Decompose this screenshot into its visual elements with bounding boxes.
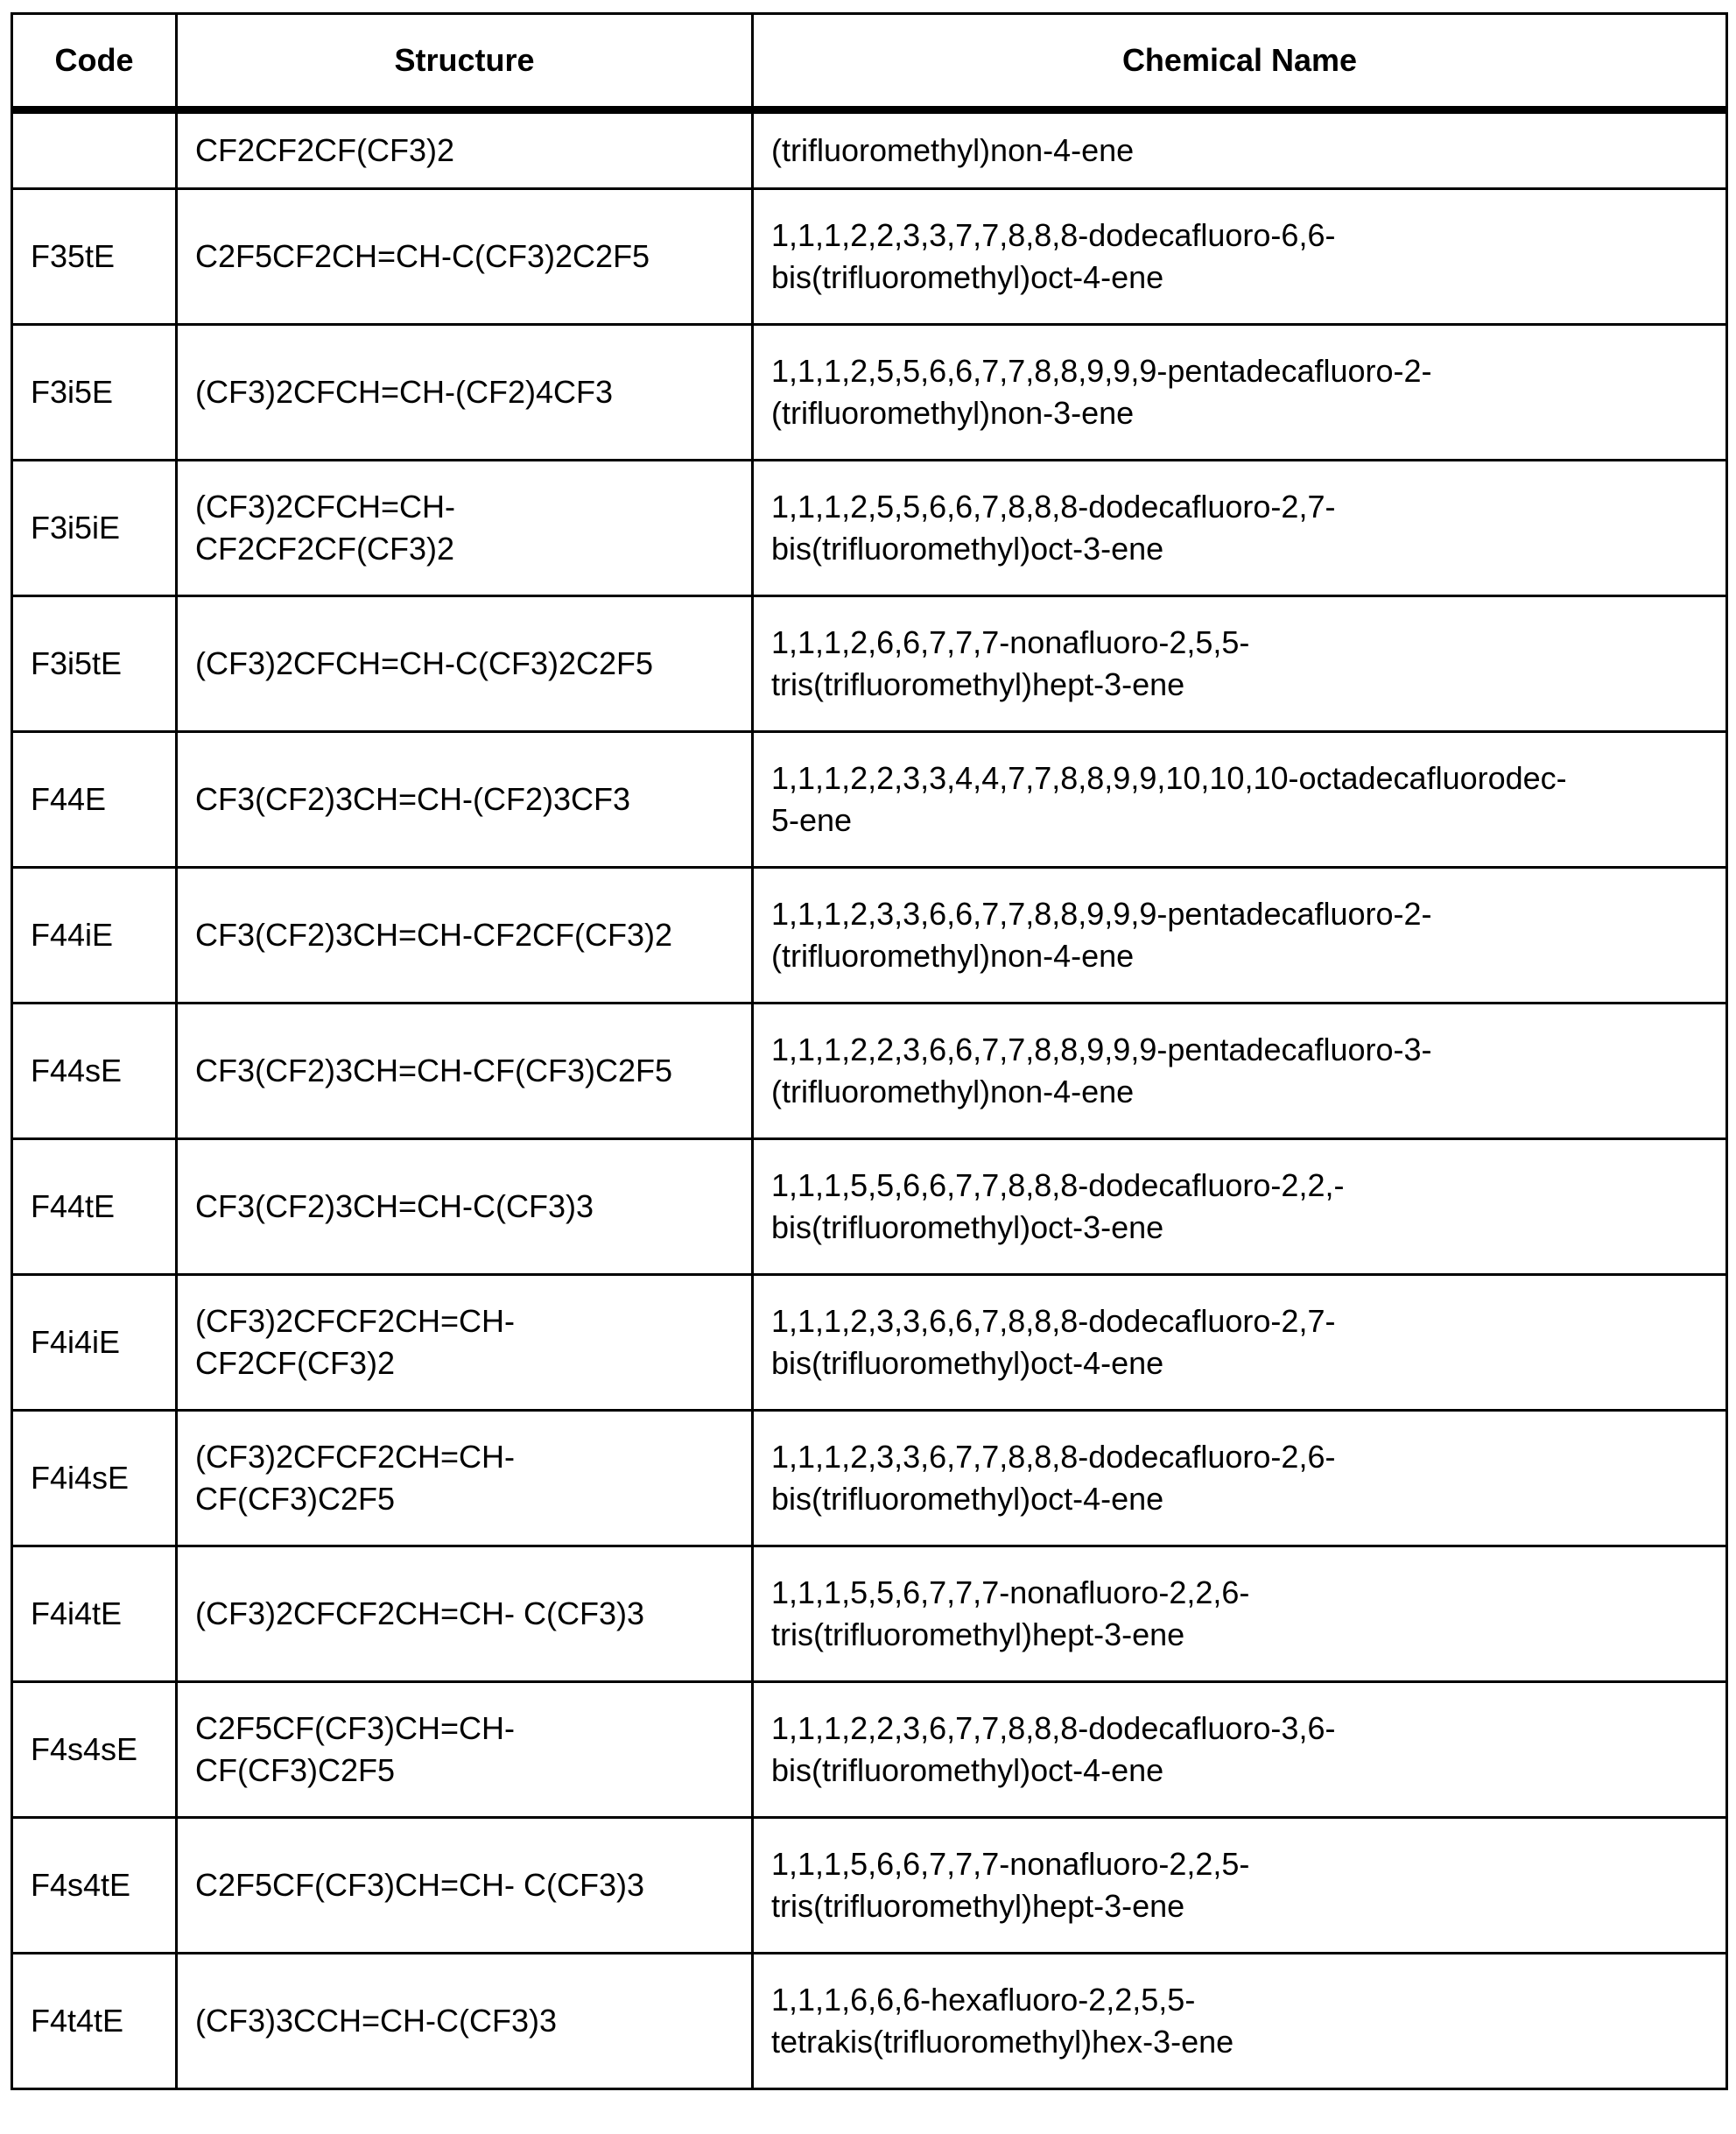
code-cell: F4i4iE (12, 1275, 177, 1411)
structure-formula: CF3(CF2)3CH=CH-CF(CF3)C2F5 (195, 1050, 751, 1092)
chemical-name-cell (753, 1682, 1727, 1818)
table-body (12, 110, 1727, 2089)
chemical-name-line: bis(trifluoromethyl)oct-4-ene (771, 1478, 1725, 1520)
structure-formula: (CF3)2CFCH=CH- (195, 486, 751, 528)
code-cell: F4s4sE (12, 1682, 177, 1818)
chemical-name-line: tris(trifluoromethyl)hept-3-ene (771, 1614, 1725, 1656)
chemical-name-line: 1,1,1,2,3,3,6,6,7,8,8,8-dodecafluoro-2,7- (771, 1300, 1725, 1342)
code-cell: F44E (12, 732, 177, 868)
table-row (12, 1818, 1727, 1954)
structure-cell (177, 1004, 753, 1139)
code-cell: F44iE (12, 868, 177, 1004)
chemical-name-line: tris(trifluoromethyl)hept-3-ene (771, 1885, 1725, 1927)
code-cell: F4t4tE (12, 1954, 177, 2089)
table-row (12, 110, 1727, 189)
chemical-name-line: 1,1,1,2,5,5,6,6,7,7,8,8,9,9,9-pentadecafluoro-2- (771, 350, 1725, 392)
chemical-name-cell (753, 1139, 1727, 1275)
structure-cell (177, 868, 753, 1004)
structure-cell (177, 1546, 753, 1682)
structure-formula: (CF3)2CFCH=CH-(CF2)4CF3 (195, 371, 751, 413)
header-code: Code (12, 14, 177, 110)
table-row (12, 1682, 1727, 1818)
chemical-name-line: (trifluoromethyl)non-4-ene (771, 935, 1725, 977)
table-row (12, 461, 1727, 596)
code-cell: F4s4tE (12, 1818, 177, 1954)
chemical-name-line: (trifluoromethyl)non-4-ene (771, 130, 1725, 172)
structure-formula: CF2CF2CF(CF3)2 (195, 528, 751, 570)
chemical-name-line: bis(trifluoromethyl)oct-3-ene (771, 528, 1725, 570)
structure-cell (177, 110, 753, 189)
structure-cell (177, 1275, 753, 1411)
code-cell: F44tE (12, 1139, 177, 1275)
chemical-name-cell (753, 1818, 1727, 1954)
compound-table (11, 12, 1728, 2090)
structure-formula: C2F5CF(CF3)CH=CH- (195, 1708, 751, 1750)
structure-formula: CF(CF3)C2F5 (195, 1750, 751, 1792)
table-row (12, 1411, 1727, 1546)
structure-formula: (CF3)2CFCF2CH=CH- (195, 1436, 751, 1478)
chemical-name-line: 1,1,1,2,5,5,6,6,7,8,8,8-dodecafluoro-2,7- (771, 486, 1725, 528)
structure-formula: (CF3)2CFCF2CH=CH- (195, 1300, 751, 1342)
chemical-name-cell (753, 1275, 1727, 1411)
chemical-name-line: 1,1,1,2,2,3,6,6,7,7,8,8,9,9,9-pentadecafluoro-3- (771, 1029, 1725, 1071)
code-cell: F4i4sE (12, 1411, 177, 1546)
structure-formula: C2F5CF2CH=CH-C(CF3)2C2F5 (195, 236, 751, 278)
table-row (12, 1139, 1727, 1275)
structure-formula: CF3(CF2)3CH=CH-(CF2)3CF3 (195, 778, 751, 820)
structure-formula: (CF3)2CFCH=CH-C(CF3)2C2F5 (195, 643, 751, 685)
chemical-name-line: 1,1,1,5,6,6,7,7,7-nonafluoro-2,2,5- (771, 1843, 1725, 1885)
table-row (12, 596, 1727, 732)
table-row (12, 1546, 1727, 1682)
chemical-name-line: 1,1,1,5,5,6,6,7,7,8,8,8-dodecafluoro-2,2,- (771, 1165, 1725, 1207)
chemical-name-line: 1,1,1,2,2,3,3,4,4,7,7,8,8,9,9,10,10,10-octadecafluorodec- (771, 757, 1725, 799)
chemical-name-cell (753, 1546, 1727, 1682)
table-row (12, 868, 1727, 1004)
chemical-name-line: 1,1,1,2,2,3,6,7,7,8,8,8-dodecafluoro-3,6- (771, 1708, 1725, 1750)
table-row (12, 189, 1727, 325)
chemical-name-cell (753, 732, 1727, 868)
structure-cell (177, 596, 753, 732)
table-row (12, 325, 1727, 461)
chemical-name-cell (753, 325, 1727, 461)
table-row (12, 1954, 1727, 2089)
chemical-name-line: 1,1,1,2,3,3,6,7,7,8,8,8-dodecafluoro-2,6- (771, 1436, 1725, 1478)
chemical-name-cell (753, 1004, 1727, 1139)
structure-formula: CF3(CF2)3CH=CH-C(CF3)3 (195, 1186, 751, 1228)
code-cell: F35tE (12, 189, 177, 325)
structure-cell (177, 1954, 753, 2089)
chemical-name-cell (753, 596, 1727, 732)
structure-cell (177, 1411, 753, 1546)
chemical-name-cell (753, 189, 1727, 325)
chemical-name-cell (753, 1954, 1727, 2089)
code-cell (12, 110, 177, 189)
structure-formula: C2F5CF(CF3)CH=CH- C(CF3)3 (195, 1864, 751, 1906)
chemical-name-line: 1,1,1,2,2,3,3,7,7,8,8,8-dodecafluoro-6,6- (771, 215, 1725, 257)
table-row (12, 1275, 1727, 1411)
chemical-name-cell (753, 868, 1727, 1004)
chemical-name-line: 5-ene (771, 799, 1725, 842)
code-cell: F3i5tE (12, 596, 177, 732)
chemical-name-line: tetrakis(trifluoromethyl)hex-3-ene (771, 2021, 1725, 2063)
structure-formula: CF3(CF2)3CH=CH-CF2CF(CF3)2 (195, 914, 751, 956)
code-cell: F4i4tE (12, 1546, 177, 1682)
structure-cell (177, 461, 753, 596)
chemical-name-line: (trifluoromethyl)non-4-ene (771, 1071, 1725, 1113)
structure-formula: (CF3)2CFCF2CH=CH- C(CF3)3 (195, 1593, 751, 1635)
structure-cell (177, 325, 753, 461)
chemical-name-cell (753, 461, 1727, 596)
header-chemical-name: Chemical Name (753, 14, 1727, 110)
structure-cell (177, 1818, 753, 1954)
header-structure: Structure (177, 14, 753, 110)
chemical-name-line: bis(trifluoromethyl)oct-4-ene (771, 1342, 1725, 1384)
chemical-name-line: 1,1,1,6,6,6-hexafluoro-2,2,5,5- (771, 1979, 1725, 2021)
structure-formula: CF(CF3)C2F5 (195, 1478, 751, 1520)
code-cell: F3i5E (12, 325, 177, 461)
chemical-name-cell (753, 1411, 1727, 1546)
code-cell: F44sE (12, 1004, 177, 1139)
header-row (12, 14, 1727, 110)
chemical-name-line: 1,1,1,5,5,6,7,7,7-nonafluoro-2,2,6- (771, 1572, 1725, 1614)
chemical-name-line: bis(trifluoromethyl)oct-3-ene (771, 1207, 1725, 1249)
structure-cell (177, 1139, 753, 1275)
code-cell: F3i5iE (12, 461, 177, 596)
structure-formula: CF2CF(CF3)2 (195, 1342, 751, 1384)
chemical-name-line: (trifluoromethyl)non-3-ene (771, 392, 1725, 434)
structure-cell (177, 1682, 753, 1818)
structure-cell (177, 189, 753, 325)
chemical-name-line: bis(trifluoromethyl)oct-4-ene (771, 1750, 1725, 1792)
chemical-name-line: bis(trifluoromethyl)oct-4-ene (771, 257, 1725, 299)
structure-cell (177, 732, 753, 868)
table-row (12, 732, 1727, 868)
chemical-name-line: tris(trifluoromethyl)hept-3-ene (771, 664, 1725, 706)
chemical-name-line: 1,1,1,2,6,6,7,7,7-nonafluoro-2,5,5- (771, 622, 1725, 664)
structure-formula: (CF3)3CCH=CH-C(CF3)3 (195, 2000, 751, 2042)
table-row (12, 1004, 1727, 1139)
chemical-name-line: 1,1,1,2,3,3,6,6,7,7,8,8,9,9,9-pentadecafluoro-2- (771, 893, 1725, 935)
chemical-name-cell (753, 110, 1727, 189)
structure-formula: CF2CF2CF(CF3)2 (195, 130, 751, 172)
